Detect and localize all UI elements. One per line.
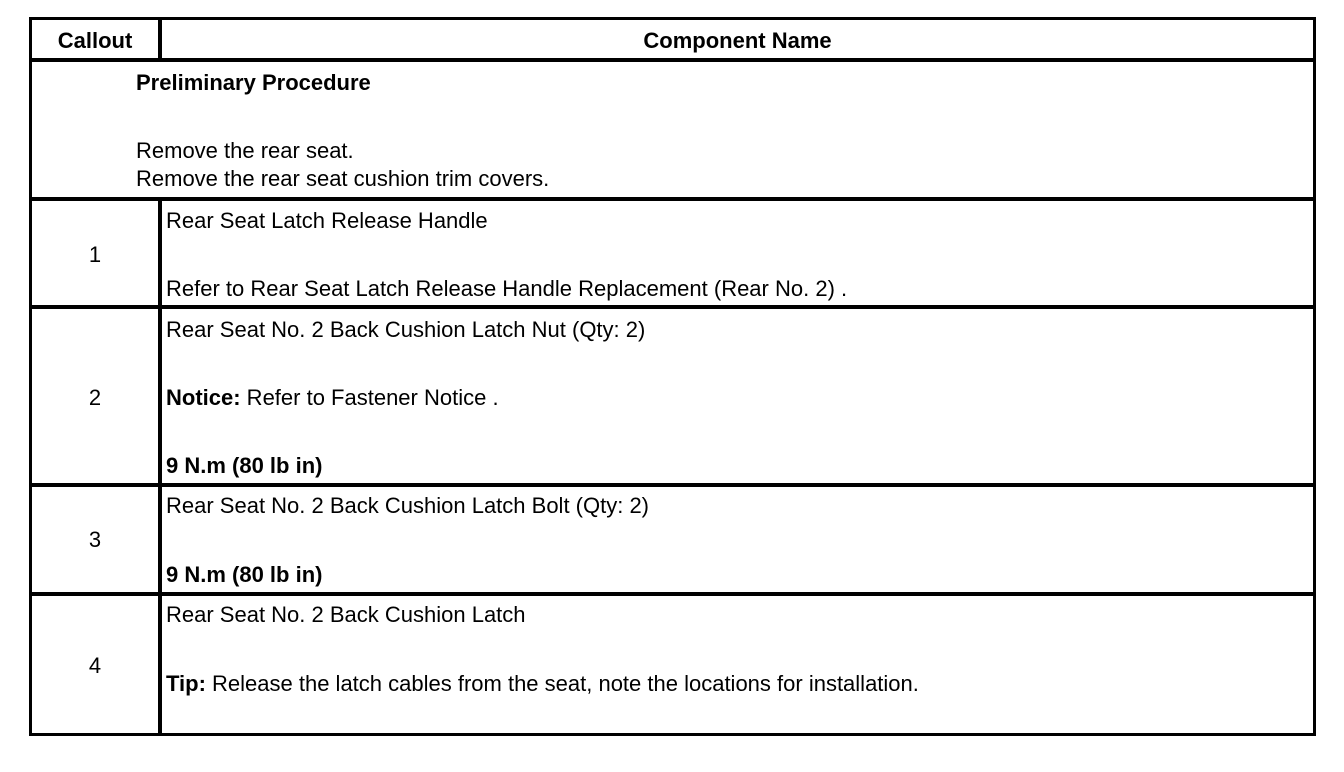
procedure-table — [29, 17, 1316, 736]
notice-label: Notice: — [166, 385, 241, 410]
callout-number: 4 — [88, 653, 102, 678]
torque-spec: 9 N.m (80 lb in) — [166, 562, 323, 587]
notice-line — [166, 386, 499, 410]
notice-text: Refer to Fastener Notice . — [240, 385, 499, 410]
row-divider — [32, 592, 1313, 596]
callout-number: 1 — [88, 242, 102, 267]
component-name: Rear Seat No. 2 Back Cushion Latch — [166, 602, 526, 627]
preliminary-divider — [32, 197, 1313, 201]
header-component-name: Component Name — [643, 28, 832, 53]
row-divider — [32, 483, 1313, 487]
row-divider — [32, 305, 1313, 309]
header-column-divider — [158, 20, 162, 58]
callout-number: 2 — [88, 385, 102, 410]
callout-number: 3 — [88, 527, 102, 552]
component-name: Rear Seat No. 2 Back Cushion Latch Nut (Qty: 2) — [166, 317, 646, 342]
preliminary-title: Preliminary Procedure — [136, 70, 371, 95]
preliminary-step: Remove the rear seat. — [136, 138, 354, 163]
component-name: Rear Seat Latch Release Handle — [166, 208, 488, 233]
tip-line — [166, 672, 919, 696]
component-reference: Refer to Rear Seat Latch Release Handle Replacement (Rear No. 2) . — [166, 276, 848, 301]
component-name: Rear Seat No. 2 Back Cushion Latch Bolt (Qty: 2) — [166, 493, 650, 518]
preliminary-step: Remove the rear seat cushion trim covers. — [136, 166, 550, 191]
torque-spec: 9 N.m (80 lb in) — [166, 453, 323, 478]
tip-text: Release the latch cables from the seat, note the locations for installation. — [205, 671, 919, 696]
tip-label: Tip: — [166, 671, 206, 696]
header-divider — [32, 58, 1313, 62]
body-column-divider — [158, 201, 162, 736]
header-callout: Callout — [57, 28, 133, 53]
